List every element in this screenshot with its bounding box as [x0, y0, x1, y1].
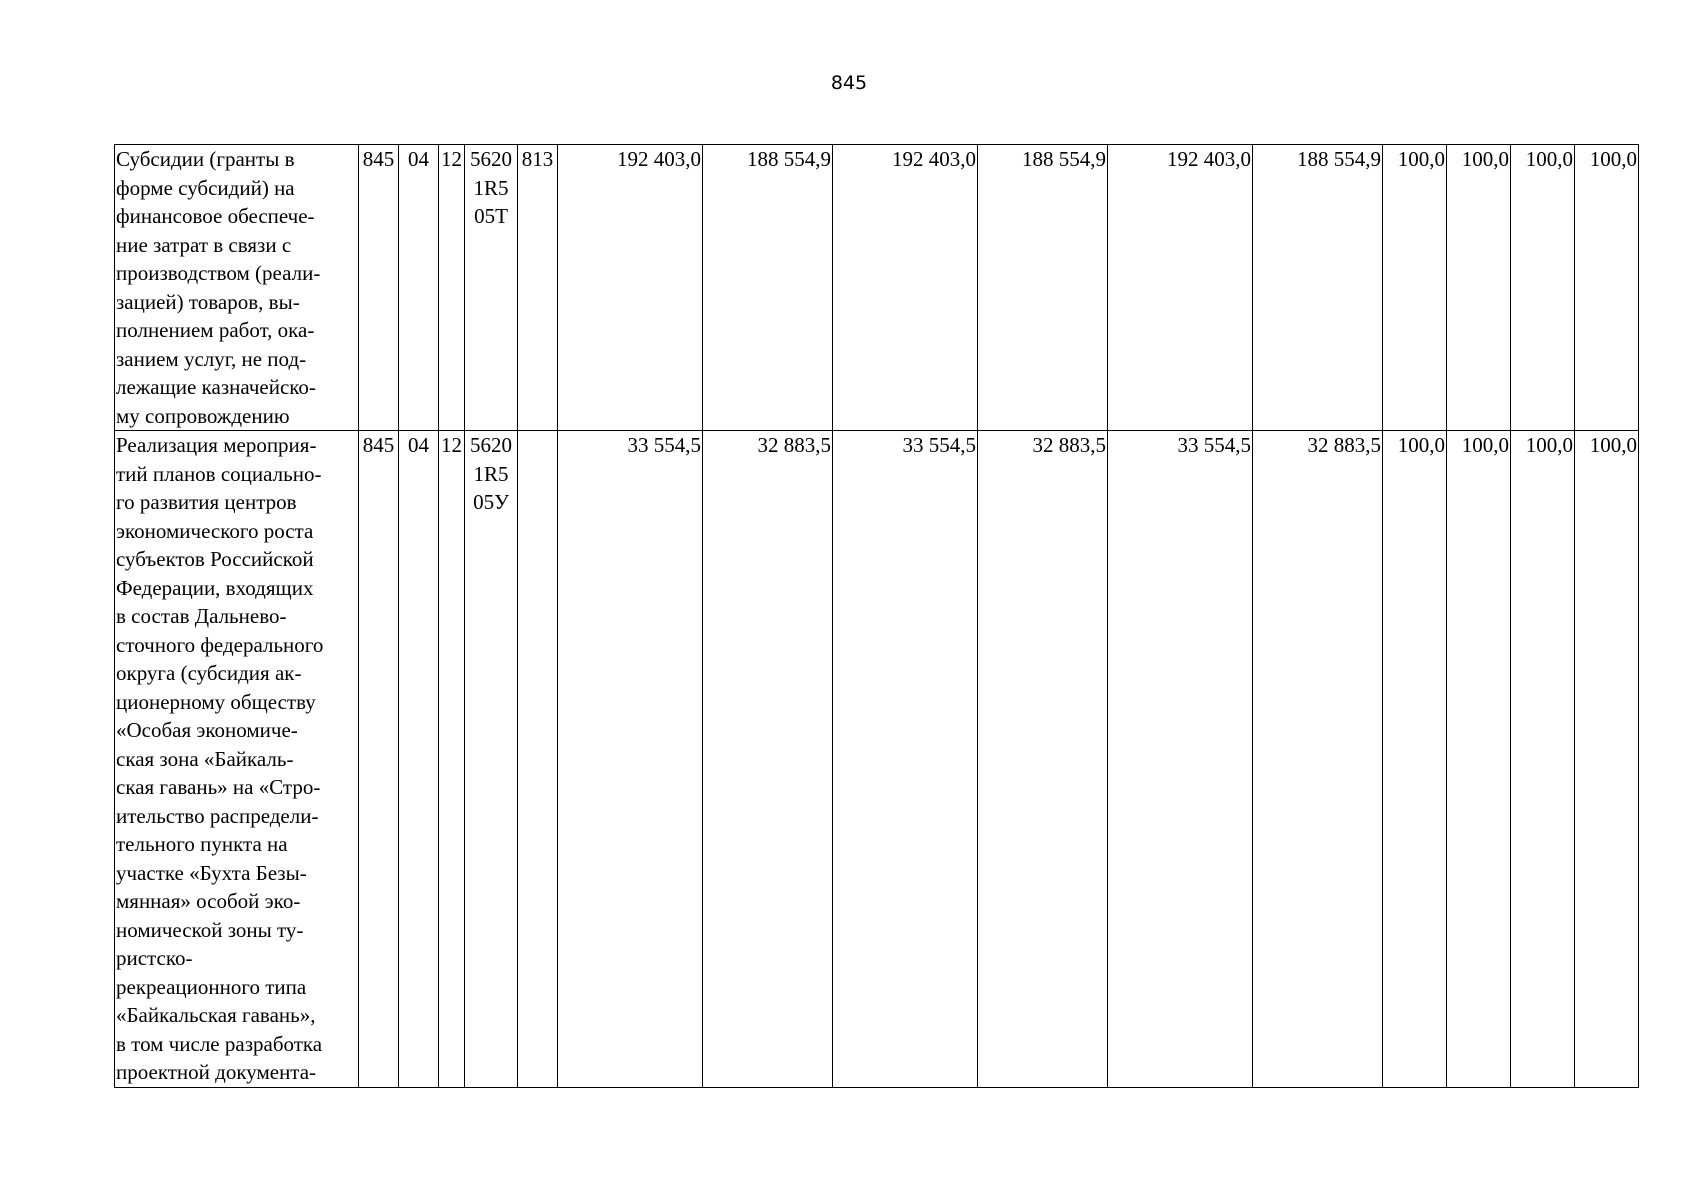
subsection-code-cell: 12	[439, 145, 465, 431]
row-name-line: «Особая экономиче-	[116, 718, 298, 742]
row-name-line: Субсидии (гранты в	[116, 147, 295, 171]
amount-cell: 32 883,5	[1253, 431, 1383, 1088]
expense-type-cell	[518, 431, 558, 1088]
row-name-cell	[115, 431, 359, 1088]
percent-cell: 100,0	[1447, 431, 1511, 1088]
row-name-line: финансовое обеспече-	[116, 204, 315, 228]
row-name-line: му сопровождению	[116, 403, 290, 428]
row-name-line: лежащие казначейско-	[116, 375, 316, 399]
row-name-line: полнением работ, ока-	[116, 318, 315, 342]
row-name-line: в том числе разработка	[116, 1031, 323, 1056]
target-article-line: 1R5	[473, 175, 509, 200]
table-row	[115, 431, 1639, 1088]
row-name-line: проектной документа-	[116, 1060, 317, 1084]
row-name-line: форме субсидий) на	[116, 175, 295, 200]
row-name-line: ристско-	[116, 946, 193, 970]
amount-cell: 192 403,0	[558, 145, 703, 431]
percent-cell: 100,0	[1511, 431, 1575, 1088]
percent-cell: 100,0	[1447, 145, 1511, 431]
row-name-line: в состав Дальнево-	[116, 604, 287, 628]
percent-cell: 100,0	[1383, 431, 1447, 1088]
budget-table	[114, 144, 1639, 1088]
page-number: 845	[830, 72, 868, 94]
amount-cell: 32 883,5	[978, 431, 1108, 1088]
amount-cell: 33 554,5	[558, 431, 703, 1088]
budget-table-body	[115, 145, 1639, 1088]
section-code-cell: 04	[399, 431, 439, 1088]
row-name-line: «Байкальская гавань»,	[116, 1003, 316, 1027]
row-name-line: Реализация мероприя-	[116, 433, 317, 457]
percent-cell: 100,0	[1575, 145, 1639, 431]
target-article-cell	[465, 145, 518, 431]
row-name-line: рекреационного типа	[116, 974, 307, 999]
row-name-line: участке «Бухта Безы-	[116, 860, 307, 885]
ministry-code-cell: 845	[359, 145, 399, 431]
amount-cell: 192 403,0	[833, 145, 978, 431]
row-name-line: ционерному обществу	[116, 689, 316, 714]
row-name-line: субъектов Российской	[116, 547, 314, 571]
row-name-line: ская гавань» на «Стро-	[116, 775, 321, 799]
amount-cell: 33 554,5	[833, 431, 978, 1088]
ministry-code-cell: 845	[359, 431, 399, 1088]
percent-cell: 100,0	[1383, 145, 1447, 431]
row-name-line: мянная» особой эко-	[116, 889, 301, 913]
row-name-line: занием услуг, не под-	[116, 346, 307, 371]
row-name-line: номической зоны ту-	[116, 917, 304, 942]
subsection-code-cell: 12	[439, 431, 465, 1088]
row-name-line: тельного пункта на	[116, 832, 288, 856]
expense-type-cell: 813	[518, 145, 558, 431]
row-name-line: го развития центров	[116, 490, 297, 514]
row-name-line: производством (реали-	[116, 261, 321, 285]
amount-cell: 32 883,5	[703, 431, 833, 1088]
row-name-line: ительство распредели-	[116, 803, 319, 828]
row-name-line: округа (субсидия ак-	[116, 661, 302, 685]
row-name-line: тий планов социально-	[116, 461, 322, 486]
target-article-line: 05У	[473, 490, 509, 514]
amount-cell: 188 554,9	[703, 145, 833, 431]
table-row	[115, 145, 1639, 431]
target-article-line: 5620	[470, 433, 512, 457]
row-name-line: экономического роста	[116, 518, 314, 543]
row-name-line: ская зона «Байкаль-	[116, 746, 294, 771]
row-name-line: сточного федерального	[116, 632, 324, 657]
section-code-cell: 04	[399, 145, 439, 431]
amount-cell: 33 554,5	[1108, 431, 1253, 1088]
amount-cell: 192 403,0	[1108, 145, 1253, 431]
target-article-line: 05Т	[474, 204, 508, 228]
row-name-line: ние затрат в связи с	[116, 232, 292, 257]
percent-cell: 100,0	[1575, 431, 1639, 1088]
target-article-cell	[465, 431, 518, 1088]
amount-cell: 188 554,9	[978, 145, 1108, 431]
amount-cell: 188 554,9	[1253, 145, 1383, 431]
target-article-line: 5620	[470, 147, 512, 171]
percent-cell: 100,0	[1511, 145, 1575, 431]
row-name-line: зацией) товаров, вы-	[116, 289, 300, 314]
target-article-line: 1R5	[473, 461, 509, 486]
row-name-line: Федерации, входящих	[116, 575, 314, 600]
row-name-cell	[115, 145, 359, 431]
